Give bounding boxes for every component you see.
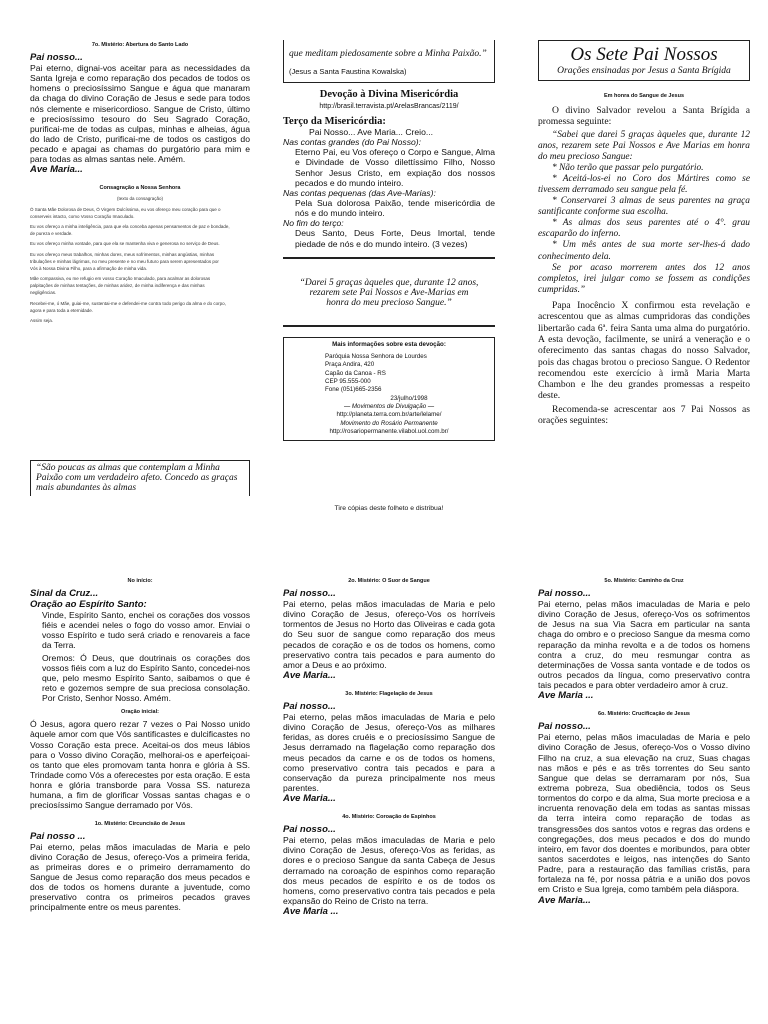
- ave-maria-close: Ave Maria...: [538, 894, 591, 906]
- devocao-title: Devoção à Divina Misericórdia: [319, 89, 459, 100]
- info-line: CEP 95.555-000: [325, 378, 371, 386]
- consagracao-line: de pureza e verdade.: [30, 231, 73, 237]
- oracao-inicial-title: Oração inicial:: [121, 709, 159, 716]
- grace-item: * Não terão que passar pelo purgatório.: [552, 162, 704, 173]
- info-box: [283, 337, 495, 441]
- pai-nosso-lead: Pai nosso ...: [30, 830, 86, 842]
- pai-nosso-lead: Pai nosso...: [283, 824, 336, 836]
- grace-item: * Aceitá-los-ei no Coro dos Mártires como se tivessem derramado seu sangue pela fé.: [538, 173, 750, 196]
- heading-1o-misterio: 1o. Mistério: Circuncisão de Jesus: [94, 820, 186, 827]
- ave-maria-close: Ave Maria...: [283, 669, 336, 681]
- misterio-2-body: Pai eterno, pelas mãos imaculadas de Maria e pelo divino Coração de Jesus, ofereço-Vos os horríveis tormentos de Jesus no Horto das Oliveiras e cada gota do Seu suor de sangue como reparação dos meus pecados de coração e os de todos os homens, como preservativo contra tais pecados e para aumento do amor a Deus e ao próximo.: [283, 599, 495, 670]
- heading-sangue-de-jesus: Em honra do Sangue de Jesus: [603, 92, 685, 99]
- heading-4o-misterio: 4o. Mistério: Coroação de Espinhos: [342, 814, 436, 821]
- panel-no-inicio: [30, 576, 250, 1020]
- contas-pequenas-text: Pela Sua dolorosa Paixão, tende misericórdia de nós e do mundo inteiro.: [295, 197, 495, 219]
- booklet-subtitle: Orações ensinadas por Jesus a Santa Brígida: [557, 66, 731, 76]
- consagracao-line: Eu vos ofereço minha vontade, para que ela se mantenha viva e generosa no serviço de Deus.: [30, 241, 220, 247]
- info-movimentos: — Movimentos de Divulgação —: [343, 403, 435, 411]
- consagracao-line: tribulações e minhas lágrimas, no meu presente e no meu futuro para serem apresentados por: [30, 258, 219, 264]
- consagracao-line: agora e para toda a eternidade.: [30, 307, 94, 313]
- fim-terco-label: No fim do terço:: [283, 218, 344, 229]
- consagracao-line: Eu vos ofereço a minha inteligência, para que ela conceba apenas pensamentos de paz e bondade,: [30, 223, 230, 229]
- panel-misterios-5-6: [538, 576, 750, 1020]
- intro-text: O divino Salvador revelou a Santa Brígida a promessa seguinte:: [538, 104, 750, 128]
- pai-nosso-lead: Pai nosso...: [538, 588, 591, 599]
- info-date: 23/julho/1998: [390, 394, 428, 402]
- heading-2o-misterio: 2o. Mistério: O Suor de Sangue: [348, 578, 430, 584]
- heading-6o-misterio: 6o. Mistério: Crucificação de Jesus: [597, 711, 690, 718]
- heading-5o-misterio: 5o. Mistério: Caminho da Cruz: [604, 578, 684, 584]
- misterio-6-body: Pai eterno, pelas mãos imaculadas de Maria e pelo divino Coração de Jesus, ofereço-Vos o Vosso divino Filho na cruz, a sua elevação na cruz, Suas chagas nas mãos e pés e as três torrentes do Seu santo Sangue que delas se derramaram por nós, Sua extrema pobreza, Sua obediência, todos os Seus tormentos do corpo e da alma, Sua morte preciosa e a incruenta renovação dela em todas as santas missas da terra inteira como reparação de todas as transgressões dos santos votos e regras das ordens e congregações, dos meus pecados e dos do mundo inteiro, em favor dos doentes e moribundos, para obter santos sacerdotes e leigos, nas intenções do Santo Padre, para a restauração das famílias cristãs, para fortaleza na fé, por nossa pátria e a união dos povos em Cristo e Sua Igreja, como também pela diáspora.: [538, 732, 750, 895]
- heading-3o-misterio: 3o. Mistério: Flagelação de Jesus: [345, 690, 433, 697]
- panel-misterios-2-4: [283, 576, 495, 1020]
- promise-text: “Sabei que darei 5 graças àqueles que, durante 12 anos, rezarem sete Pai Nossos e Ave Marias em honra do meu precioso Sangue:: [538, 129, 750, 162]
- ave-maria-close: Ave Maria...: [283, 793, 336, 805]
- terco-intro: Pai Nosso... Ave Maria... Creio...: [309, 127, 434, 137]
- panel-divina-misericordia: [283, 40, 495, 520]
- faustina-quote-box: “São poucas as almas que contemplam a Minha Paixão com um verdadeiro afeto. Concedo as graças mais abundantes às almas: [30, 460, 250, 496]
- panel-abertura-santo-lado: [30, 40, 250, 520]
- contas-grandes-text: Eterno Pai, eu Vos ofereço o Corpo e Sangue, Alma e Divindade de Vosso dilettíssimo Filho, Nosso Senhor Jesus Cristo, em expiação dos nossos pecados e do mundo inteiro.: [295, 147, 495, 188]
- consagracao-subtitle: (texto da consagração): [116, 196, 164, 202]
- pai-nosso-lead: Pai nosso...: [538, 721, 591, 733]
- papa-inocencio-text: Papa Inocêncio X confirmou esta revelação e acrescentou que as almas cumpridoras das condições libertarão cada 6ª. feira Santa uma alma do purgatório. A esta devoção, facilmente, se unirá a veneração e o oferecimento das santas chagas do nosso Salvador, pois das chagas brotou o precioso Sangue. O Redentor recomendou este exercício à irmã Maria Marta Chambon e lhe deu grandes promessas a respeito deste.: [538, 299, 750, 402]
- consagracao-title: Consagração a Nossa Senhora: [99, 185, 181, 192]
- booklet-title: Os Sete Pai Nossos: [570, 44, 718, 65]
- consagracao-line: Recebei-me, ó Mãe, guiai-me, sustentai-me e defendei-me contra todo perigo da alma e do corpo,: [30, 300, 226, 306]
- faustina-quote-continuation: [283, 40, 495, 83]
- oremos-text: Oremos: Ó Deus, que doutrinais os corações dos vossos fiéis com a luz do Espírito Santo, concedei-nos que, pelo mesmo Espírito Santo, saibamos o que é reto e gozemos sempre de sua preciosa consolação. Por Cristo, Senhor Nosso. Amém.: [42, 652, 250, 704]
- devocao-url[interactable]: http://brasil.terravista.pt/ArelasBrancas/2119/: [319, 103, 459, 110]
- sinal-da-cruz: Sinal da Cruz...: [30, 588, 99, 599]
- fim-terco-text: Deus Santo, Deus Forte, Deus Imortal, tende piedade de nós e do mundo inteiro. (3 vezes): [295, 228, 495, 249]
- info-movimento-rosario: Movimento do Rosário Permanente: [340, 419, 438, 427]
- title-box: [538, 40, 750, 81]
- panel-sete-pai-nossos: [538, 40, 750, 520]
- info-line: Praça Andira, 420: [325, 361, 375, 369]
- heading-no-inicio: No início:: [127, 578, 153, 584]
- info-url[interactable]: http://rosariopermanente.vilabol.uol.com.br/: [329, 428, 449, 436]
- consagracao-line: Ó Santa Mãe Dolorosa de Deus, Ó Virgem Dulcíssima, eu vos ofereço meu coração para que o: [30, 206, 221, 212]
- divider-rule: [283, 325, 495, 327]
- pai-nosso-lead: Pai nosso...: [283, 700, 336, 712]
- promise-quote: “Darei 5 graças àqueles que, durante 12 anos, rezarem sete Pai Nossos e Ave-Marias em honra do meu precioso Sangue.”: [299, 277, 479, 308]
- misterio-4-body: Pai eterno, pelas mãos imaculadas de Maria e pelo divino Coração de Jesus, ofereço-Vos as feridas, as dores e o precioso Sangue da santa Cabeça de Jesus derramado na coroação de espinhos como reparação dos meus pecados de espírito e os de todos os homens, como preservativo contra tais pecados e pela expansão do Reino de Cristo na terra.: [283, 835, 495, 906]
- vinde-espirito-santo: Vinde, Espírito Santo, enchei os corações dos vossos fiéis e acendei neles o fogo do vosso amor. Enviai o vosso Espírito e tudo será criado e renovareis a face da Terra.: [42, 610, 250, 651]
- grace-item: * Conservarei 3 almas de seus parentes na graça santificante conforme sua escolha.: [538, 196, 750, 218]
- misterio-5-body: Pai eterno, pelas mãos imaculadas de Maria e pelo divino Coração de Jesus, ofereço-Vos os sofrimentos de Jesus na sua Via Sacra em particular na santa chaga do ombro e o precioso Sangue da mesma como reparação da minha revolta e a de todos os homens contra a cruz, do meu resmungar contra as determinações de Vossa santa vontade e de todos os outros pecados da língua, como preservativo contra tais pecados e para obter verdadeiro amor à cruz.: [538, 599, 750, 691]
- footer-note: Tire cópias deste folheto e distribua!: [334, 505, 444, 512]
- prayer-body: Pai eterno, dignai-vos aceitar para as necessidades da Santa Igreja e como reparação dos pecados de todos os homens o preciosíssimo Sangue e água que manaram da chaga do divino Coração de Jesus e sede para todos nós clemente e misericordioso. Sangue de Cristo, último e preciosíssimo tesouro do Seu Sagrado Coração, purificai-me de todas as culpas, minhas e alheias, água do lado de Cristo, purificai-me de todos os castigos do pecado e apagai as chamas do purgatório para mim e para todas as almas santas nele. Amém.: [30, 63, 250, 165]
- misterio-1-body: Pai eterno, pelas mãos imaculadas de Maria e pelo divino Coração de Jesus, ofereço-Vos a primeira ferida, as primeiras dores e o primeiro derramamento do Sangue de Jesus como reparação dos meus pecados e dos de todos os homens durante a juventude, como preservativo contra os primeiros pecados graves principalmente entre os meus parentes.: [30, 841, 250, 913]
- consagracao-line: Assim seja.: [30, 318, 54, 324]
- divider-rule: [283, 257, 495, 259]
- recomenda-text: Recomenda-se acrescentar aos 7 Pai Nossos as orações seguintes:: [538, 403, 750, 427]
- info-line: Paróquia Nossa Senhora de Lourdes: [325, 352, 427, 360]
- graces-list: [538, 163, 750, 296]
- oracao-inicial-text: Ó Jesus, agora quero rezar 7 vezes o Pai Nosso unido àquele amor com que Vós santificastes e dulcificastes no Vosso Coração esta prece. Aceitai-os dos meus lábios para o Vosso divino Coração, melhorai-os e aperfeiçoai-os tanto que eles promovam tanta honra e glória à SS. Trindade como Vós a oferecestes por esta oração. E esta honra e glória transborde para Vossa SS. natureza humana, a fim de glorificar Vossas santas chagas e o preciosíssimo Sangue derramado por Vós.: [30, 719, 250, 811]
- consagracao-line: conserveis intacto, como Vosso Coração Imaculado.: [30, 213, 135, 219]
- quote-attribution: (Jesus a Santa Faustina Kowalska): [289, 67, 407, 76]
- info-line: Fone (051)665-2356: [325, 386, 382, 394]
- pai-nosso-lead: Pai nosso...: [283, 588, 336, 599]
- terco-title: Terço da Misericórdia:: [283, 116, 386, 127]
- info-title: Mais informações sobre esta devoção:: [332, 340, 446, 348]
- grace-item: Se por acaso morrerem antes dos 12 anos completos, irei julgar como se fossem as condições cumpridas.”: [538, 262, 750, 295]
- consagracao-line: Vós à Nossa Divina Filho, para a afirmação de minha vida.: [30, 265, 148, 271]
- contas-grandes-label: Nas contas grandes (do Pai Nosso):: [283, 137, 422, 148]
- consagracao-line: palpitações de minhas tentações, de minhas aridez, de minha indiferença e das minhas: [30, 283, 205, 289]
- grace-item: * As almas dos seus parentes até o 4°. grau escaparão do inferno.: [538, 218, 750, 240]
- consagracao-line: Eu vos ofereço meus trabalhos, minhas dores, meus sofrimentos, minhas angústias, minhas: [30, 251, 215, 257]
- pai-nosso-lead: Pai nosso...: [30, 52, 83, 63]
- ave-maria-close: Ave Maria ...: [283, 906, 339, 918]
- grace-item: * Um mês antes de sua morte ser-lhes-á dado conhecimento dela.: [538, 240, 750, 262]
- heading-7o-misterio: 7o. Mistério: Abertura do Santo Lado: [91, 42, 189, 48]
- ave-maria-close: Ave Maria ...: [538, 690, 594, 702]
- info-line: Capão da Canoa - RS: [325, 369, 386, 377]
- consagracao-line: negligências.: [30, 290, 57, 296]
- quote-text: que meditam piedosamente sobre a Minha Paixão.”: [289, 49, 487, 59]
- consagracao-line: Mãe compassiva, eu me refugio em vosso Coração Imaculado, para acalmar as dolorosas: [30, 276, 211, 282]
- consagracao-text: [30, 206, 250, 325]
- oracao-espirito-santo-title: Oração ao Espírito Santo:: [30, 599, 147, 610]
- contas-pequenas-label: Nas contas pequenas (das Ave-Marias):: [283, 187, 436, 198]
- misterio-3-body: Pai eterno, pelas mãos imaculadas de Maria e pelo divino Coração de Jesus, ofereço-Vos as milhares feridas, as dores cruéis e o preciosíssimo Sangue de Jesus derramado na flagelação como reparação dos meus pecados da carne e os de todos os homens, como preservativo contra tais pecados e para a conservação da pureza principalmente nos meus parentes.: [283, 711, 495, 793]
- info-url[interactable]: http://planeta.terra.com.br/arte/lelame/: [336, 411, 442, 419]
- ave-maria-close: Ave Maria...: [30, 164, 83, 176]
